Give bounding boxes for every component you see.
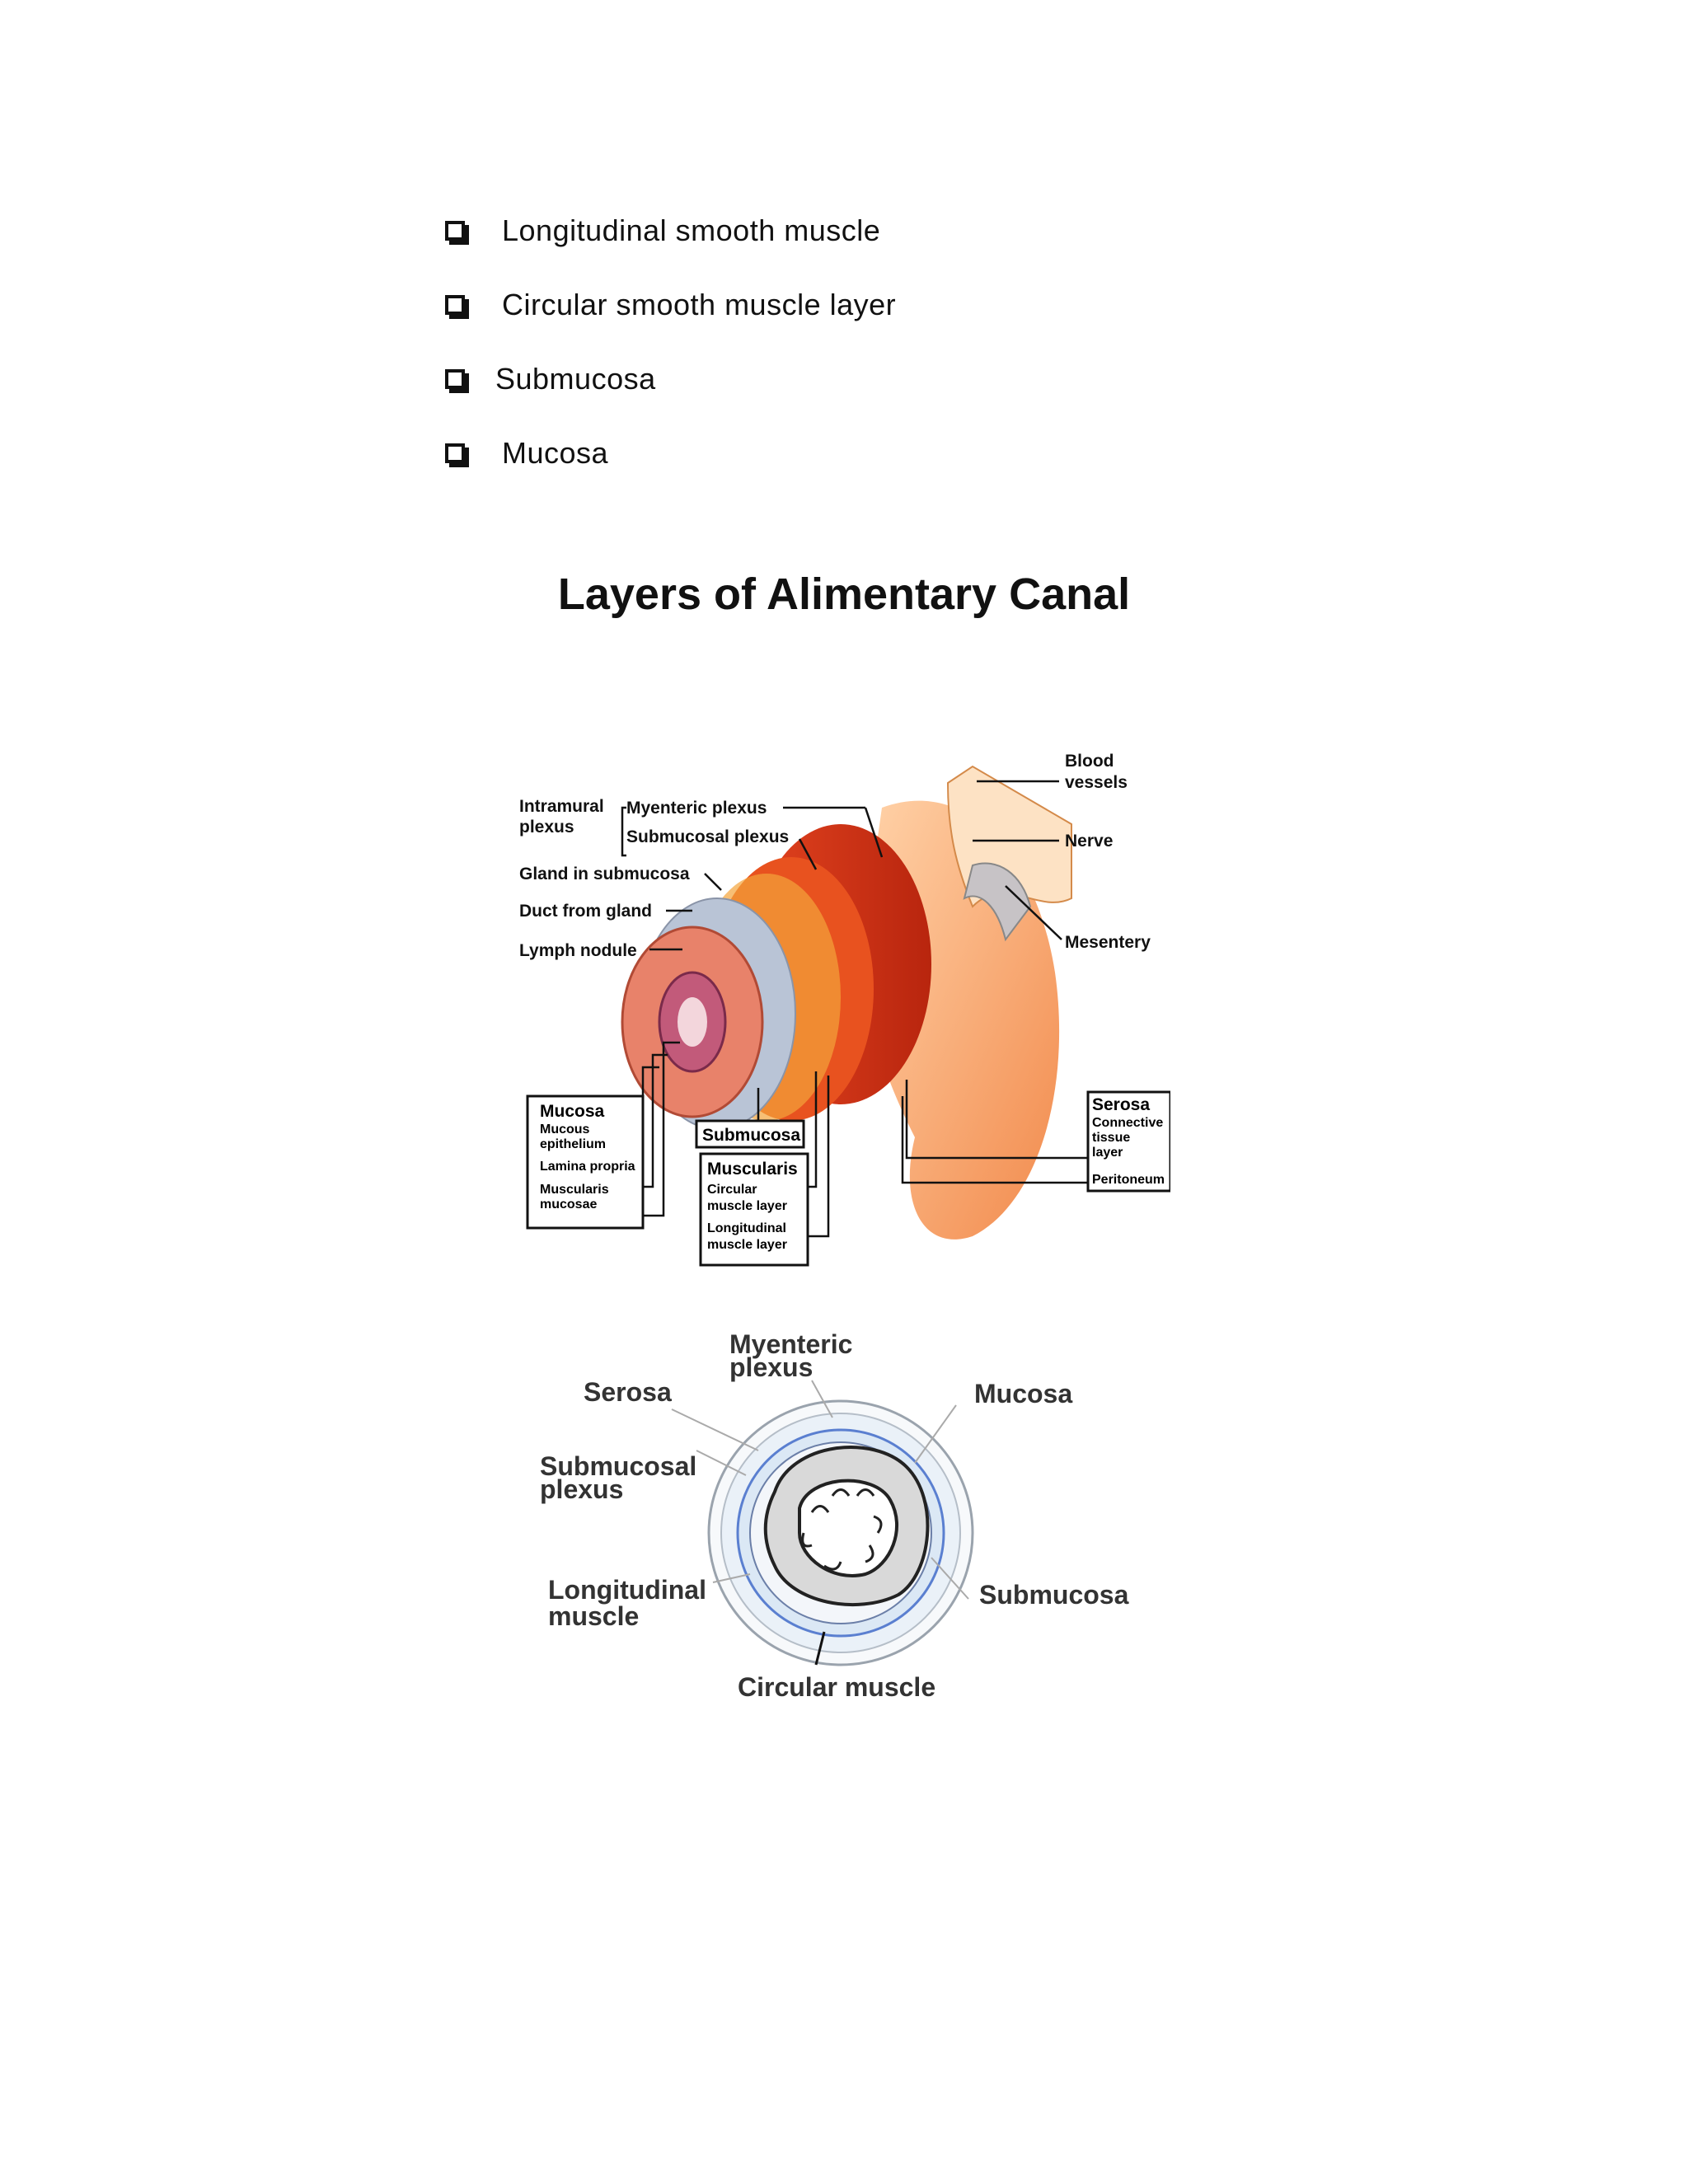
nerve-label: Nerve [1065,832,1114,851]
myenteric-label: plexus [729,1352,814,1382]
alimentary-canal-3d-figure [511,742,1170,1277]
blood-vessels-label: Blood [1065,752,1114,771]
mucosa-box-item: Lamina propria [540,1160,635,1174]
muscularis-box-title: Muscularis [707,1160,798,1179]
mucosa-label: Mucosa [974,1379,1073,1408]
myenteric-label: Myenteric [729,1329,853,1359]
mucosa-box-item: epithelium [540,1137,607,1151]
bullet-item [445,194,896,268]
submucosal-plexus-label: Submucosal [540,1451,697,1481]
mucosa-box-item: Muscularis [540,1183,609,1197]
lymph-nodule-label: Lymph nodule [519,941,637,960]
longitudinal-muscle-label: Longitudinal [548,1575,706,1605]
mesentery-label: Mesentery [1065,933,1151,952]
duct-label: Duct from gland [519,902,652,921]
serosa-box-title: Serosa [1092,1095,1151,1114]
serosa-box-item: Connective [1092,1116,1164,1130]
bullet-text: Circular smooth muscle layer [502,288,897,321]
checkbox-bullet-icon [445,443,465,463]
blood-vessels-label: vessels [1065,773,1128,792]
intramural-label: Intramural [519,797,604,816]
longitudinal-muscle-label: muscle [548,1601,640,1631]
submucosa-label: Submucosa [979,1580,1129,1610]
myenteric-plexus-label: Myenteric plexus [626,799,767,818]
mucosa-box-item: Mucous [540,1122,590,1137]
muscularis-box-item: muscle layer [707,1238,787,1252]
page-title: Layers of Alimentary Canal [557,569,1131,619]
submucosa-box-title: Submucosa [702,1126,801,1145]
bullet-item [445,268,896,342]
mucosa-box-title: Mucosa [540,1102,605,1121]
serosa-box-item: tissue [1092,1131,1131,1145]
alimentary-canal-cross-section-figure [528,1310,1187,1722]
mucosa-box-item: mucosae [540,1197,598,1212]
muscularis-box-item: Longitudinal [707,1221,786,1235]
lumen-center [678,997,707,1047]
checkbox-bullet-icon [445,295,465,315]
muscularis-box-item: Circular [707,1183,757,1197]
serosa-box-item: Peritoneum [1092,1173,1165,1187]
serosa-label: Serosa [584,1377,672,1407]
bullet-item [445,342,896,416]
bullet-text: Mucosa [502,436,609,470]
gland-label: Gland in submucosa [519,865,690,883]
bullet-item [445,416,896,490]
checkbox-bullet-icon [445,221,465,241]
muscularis-box-item: muscle layer [707,1199,787,1213]
circular-muscle-label: Circular muscle [738,1672,936,1702]
submucosal-plexus-label: plexus [540,1474,624,1504]
bullet-list [445,194,896,490]
checkbox-bullet-icon [445,369,465,389]
submucosal-plexus-label: Submucosal plexus [626,827,790,846]
bullet-text: Longitudinal smooth muscle [502,213,881,247]
bullet-text: Submucosa [495,362,656,396]
intramural-label: plexus [519,818,574,837]
serosa-box-item: layer [1092,1146,1123,1160]
